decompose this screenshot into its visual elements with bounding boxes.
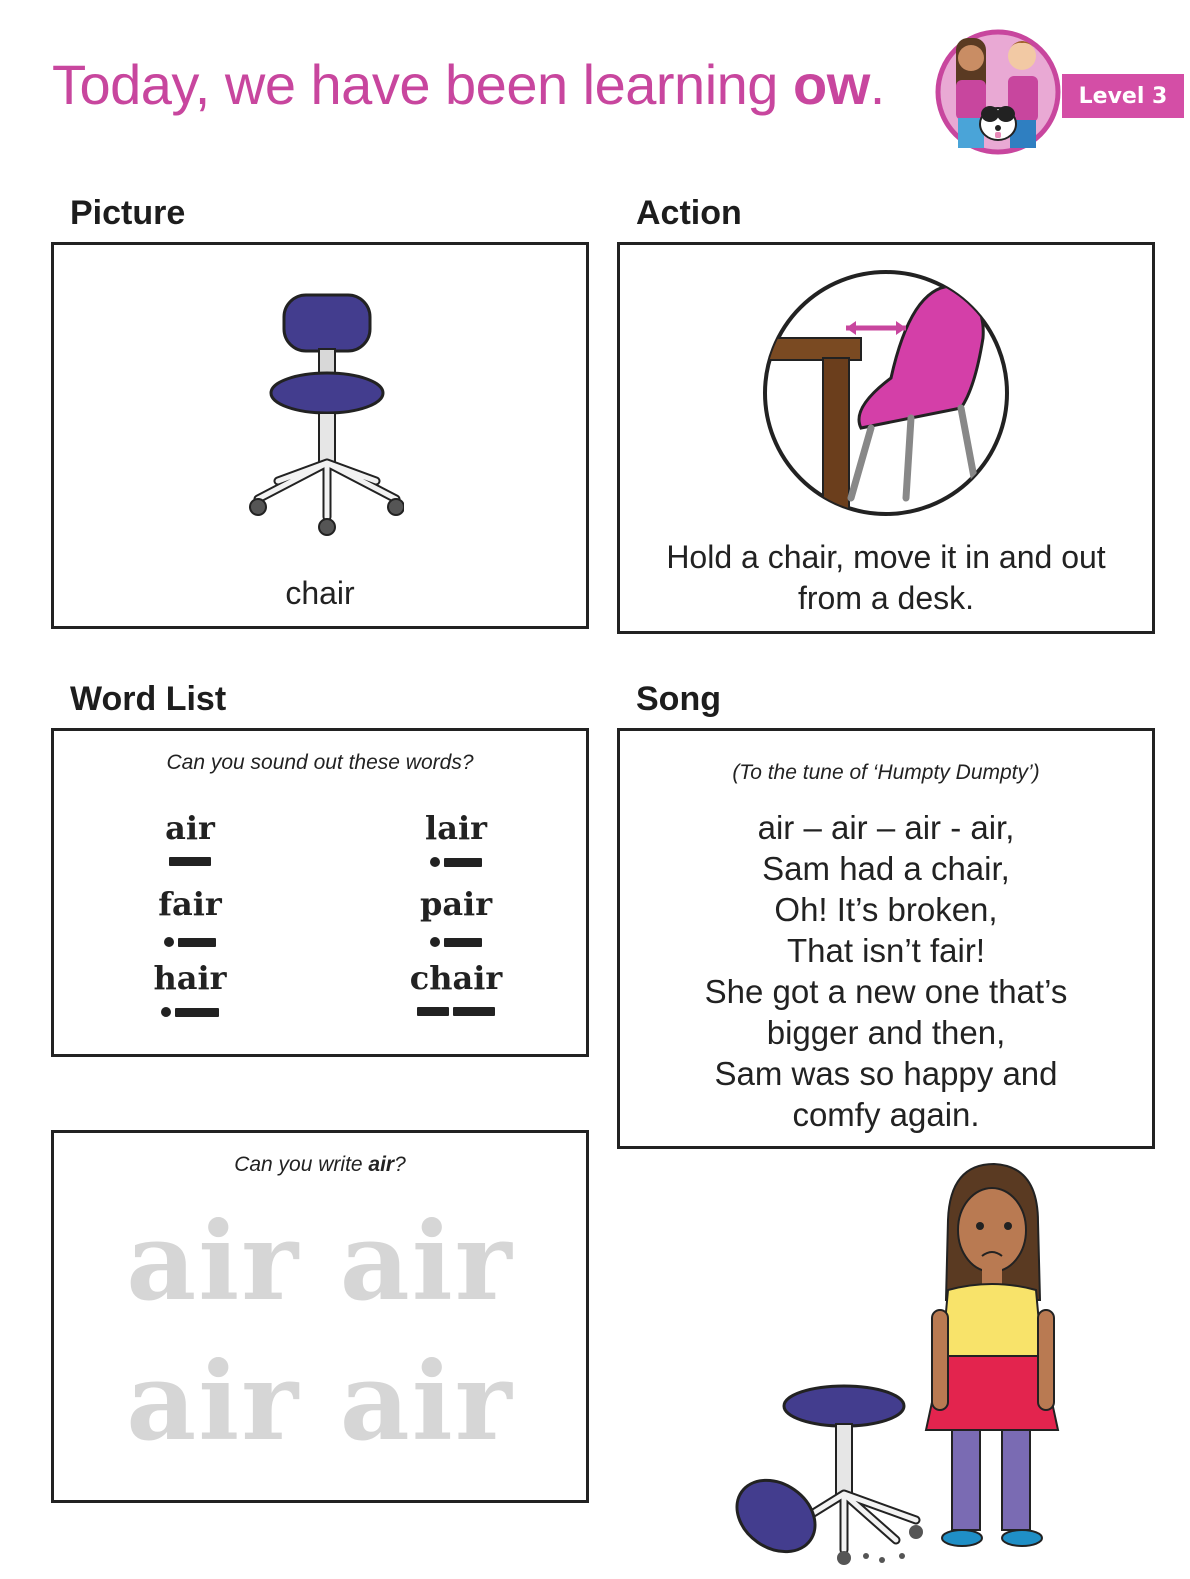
sound-buttons-lair — [376, 857, 536, 867]
chair-desk-action-icon — [761, 268, 1011, 518]
song-line: comfy again. — [792, 1096, 980, 1133]
picture-panel — [51, 242, 589, 629]
song-line: She got a new one that’s — [704, 973, 1068, 1010]
word-chair: chair — [409, 959, 503, 997]
office-chair-icon — [244, 285, 404, 545]
song-tune: (To the tune of ‘Humpty Dumpty’) — [732, 761, 1040, 784]
characters-avatar-icon — [934, 28, 1062, 156]
word-list-panel — [51, 728, 589, 1057]
song-line: bigger and then, — [766, 1014, 1006, 1051]
picture-caption: chair — [285, 575, 355, 611]
song-line: Sam had a chair, — [762, 850, 1010, 887]
word-hair: hair — [153, 959, 227, 997]
sound-buttons-chair — [376, 1007, 536, 1016]
song-lyrics — [620, 807, 1152, 1135]
word-air: air — [165, 809, 215, 847]
trace-line-2: air air — [126, 1339, 514, 1465]
song-line: air – air – air - air, — [757, 809, 1015, 846]
level-badge — [930, 4, 1190, 164]
song-heading: Song — [636, 680, 721, 718]
action-caption-line1: Hold a chair, move it in and out — [666, 539, 1106, 575]
song-panel — [617, 728, 1155, 1149]
action-caption — [620, 537, 1152, 619]
write-prompt-target: air — [368, 1153, 395, 1176]
song-line: Oh! It’s broken, — [774, 891, 998, 928]
title-focus-sound: ow — [792, 53, 870, 116]
picture-heading: Picture — [70, 194, 186, 232]
page-title: Today, we have been learning ow. — [52, 53, 885, 116]
word-pair: pair — [419, 885, 493, 923]
sound-buttons-pair — [376, 937, 536, 947]
sound-buttons-hair — [110, 1007, 270, 1017]
trace-line-1: air air — [126, 1199, 514, 1325]
action-caption-line2: from a desk. — [797, 580, 975, 616]
word-fair: fair — [158, 885, 222, 923]
action-panel — [617, 242, 1155, 634]
sound-buttons-fair — [110, 937, 270, 947]
action-heading: Action — [636, 194, 742, 232]
sad-girl-broken-chair-icon — [726, 1160, 1076, 1570]
word-list-heading: Word List — [70, 680, 227, 718]
level-label: Level 3 — [1062, 74, 1184, 118]
word-list-prompt: Can you sound out these words? — [166, 751, 474, 774]
write-prompt: Can you write air? — [234, 1153, 406, 1176]
song-line: That isn’t fair! — [786, 932, 986, 969]
word-lair: lair — [425, 809, 487, 847]
song-line: Sam was so happy and — [714, 1055, 1058, 1092]
sound-buttons-air — [110, 857, 270, 866]
write-panel — [51, 1130, 589, 1503]
